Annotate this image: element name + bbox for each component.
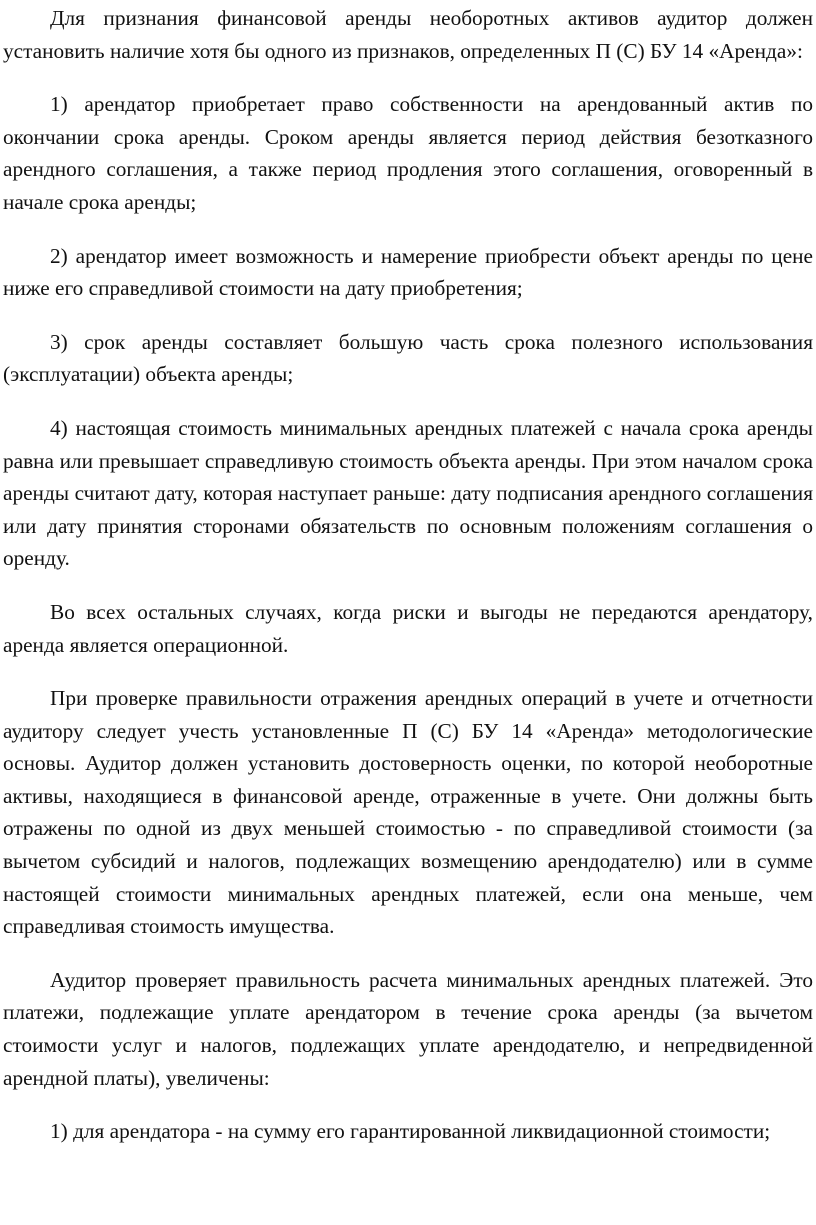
- paragraph-criterion-2: 2) арендатор имеет возможность и намерение приобрести объект аренды по цене ниже его справедливой стоимости на дату приобретения;: [3, 243, 813, 301]
- paragraph-minimum-payments: Аудитор проверяет правильность расчета минимальных арендных платежей. Это платежи, подлежащие уплате арендатором в течение срока аренды (за вычетом стоимости услуг и налогов, подлежащих уплате арендодателю, и непредвиденной арендной платы), увеличены:: [3, 967, 813, 1090]
- paragraph-criterion-3: 3) срок аренды составляет большую часть срока полезного использования (эксплуатации) объекта аренды;: [3, 329, 813, 387]
- paragraph-intro: Для признания финансовой аренды необоротных активов аудитор должен установить наличие хотя бы одного из признаков, определенных П (С) БУ 14 «Аренда»:: [3, 6, 813, 63]
- paragraph-criterion-4: 4) настоящая стоимость минимальных арендных платежей с начала срока аренды равна или превышает справедливую стоимость объекта аренды. При этом началом срока аренды считают дату, которая наступает раньше: дату подписания арендного соглашения или дату принятия сторонами обязательств по основным положениям соглашения о оренду.: [3, 415, 813, 571]
- paragraph-criterion-1: 1) арендатор приобретает право собственности на арендованный актив по окончании срока аренды. Сроком аренды является период действия безотказного арендного соглашения, а также период продления этого соглашения, оговоренный в начале срока аренды;: [3, 92, 813, 214]
- paragraph-audit-check: При проверке правильности отражения арендных операций в учете и отчетности аудитору следует учесть установленные П (С) БУ 14 «Аренда» методологические основы. Аудитор должен установить достоверность оценки, по которой необоротные активы, находящиеся в финансовой аренде, отраженные в учете. Они должны быть отражены по одной из двух меньшей стоимостью - по справедливой стоимости (за вычетом субсидий и налогов, подлежащих возмещению арендодателю) или в сумме настоящей стоимости минимальных арендных платежей, если она меньше, чем справедливая стоимость имущества.: [3, 686, 813, 939]
- paragraph-operating-lease: Во всех остальных случаях, когда риски и выгоды не передаются арендатору, аренда является операционной.: [3, 599, 813, 657]
- paragraph-lessee-item-1: 1) для арендатора - на сумму его гарантированной ликвидационной стоимости;: [50, 1119, 771, 1144]
